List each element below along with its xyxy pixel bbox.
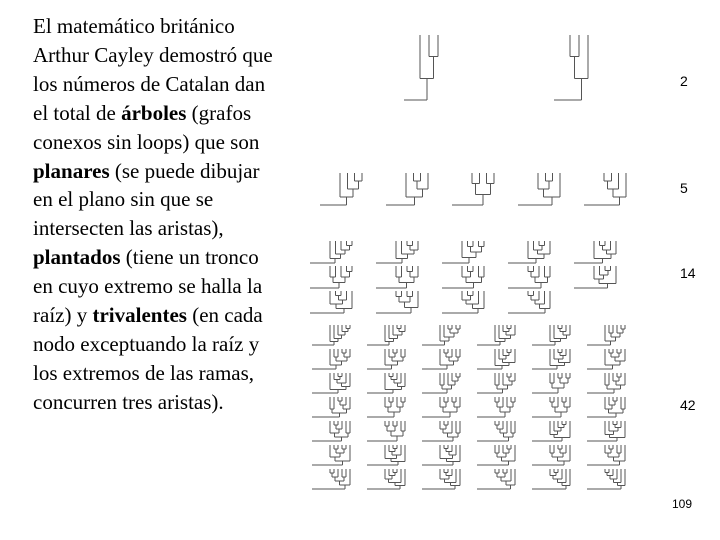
key-term: planares — [33, 158, 110, 183]
page-number: 109 — [672, 497, 693, 511]
count-42-trees: 42 — [680, 397, 696, 413]
count-2-trees: 2 — [680, 73, 688, 89]
text-segment: (en cada nodo exceptuando la raíz y los extremos de las ramas, concurren tres aristas). — [33, 303, 263, 414]
text-segment: El matemático británico Arthur Cayley demostró que los números de Catalan dan el total de — [33, 14, 273, 125]
text-segment: (se puede dibujar en el plano sin que se intersecten las aristas), — [33, 158, 260, 241]
key-term: plantados — [33, 245, 121, 270]
text-segment: (tiene un tronco en cuyo extremo se halla la raíz) y — [33, 245, 263, 328]
key-term: árboles — [121, 100, 187, 125]
key-term: trivalentes — [92, 303, 187, 328]
count-14-trees: 14 — [680, 265, 696, 281]
count-5-trees: 5 — [680, 180, 688, 196]
text-segment: (grafos conexos sin loops) que son — [33, 100, 260, 154]
